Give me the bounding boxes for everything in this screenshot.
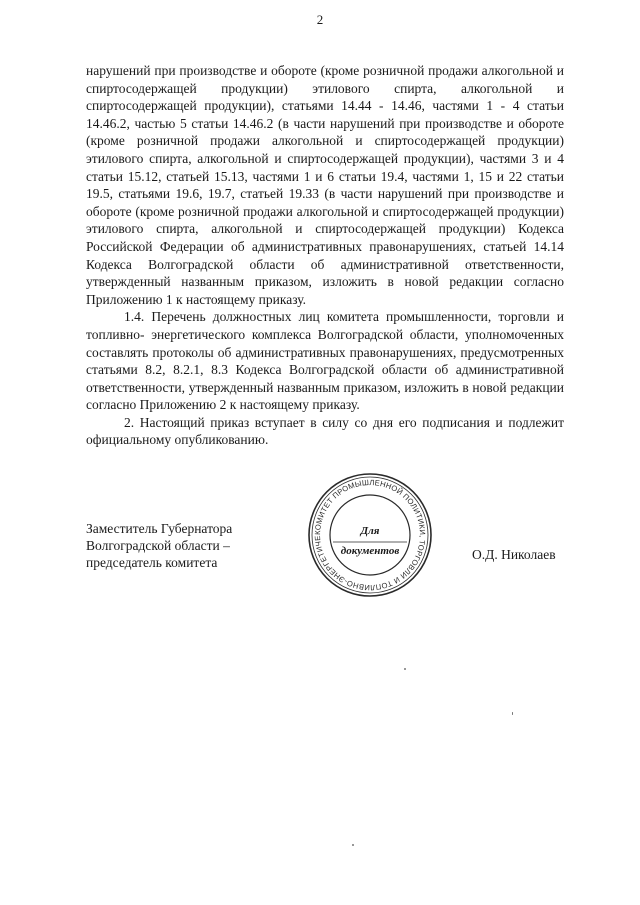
body-paragraph-2: 2. Настоящий приказ вступает в силу со дня его подписания и подлежит официальному опубликованию. <box>86 414 564 448</box>
body-paragraph-1-4: 1.4. Перечень должностных лиц комитета промышленности, торговли и топливно- энергетического комплекса Волгоградской области, уполномоченных составлять протоколы об административных правонарушениях, предусмотренных статьями 8.2, 8.2.1, 8.3 Кодекса Волгоградской области об административной ответственности, утвержденный названным приказом, изложить в новой редакции согласно Приложению 2 к настоящему приказу. <box>86 309 564 413</box>
signatory-name: О.Д. Николаев <box>472 547 556 562</box>
stamp-ring-textpath: КОМИТЕТ ПРОМЫШЛЕННОЙ ПОЛИТИКИ, ТОРГОВЛИ И ТОПЛИВНО-ЭНЕРГЕТИЧЕ <box>312 477 428 593</box>
signatory-position-line: председатель комитета <box>86 555 218 570</box>
signatory-position <box>86 520 266 571</box>
official-stamp <box>305 470 435 600</box>
signatory-position-line: Волгоградской области – <box>86 538 230 553</box>
scan-speck <box>404 668 406 670</box>
document-body <box>86 62 564 449</box>
body-paragraph-continuation: нарушений при производстве и обороте (кроме розничной продажи алкогольной и спиртосодержащей продукции) этилового спирта, алкогольной и спиртосодержащей продукции), статьями 14.44 - 14.46, частями 1 - 4 статьи 14.46.2, частью 5 статьи 14.46.2 (в части нарушений при производстве и обороте (кроме розничной продажи алкогольной и спиртосодержащей продукции) этилового спирта, алкогольной и спиртосодержащей продукции), частями 3 и 4 статьи 15.12, статьей 15.13, частями 1 и 6 статьи 19.4, частями 1, 15 и 22 статьи 19.5, статьями 19.6, 19.7, статьей 19.33 (в части нарушений при производстве и обороте (кроме розничной продажи алкогольной и спиртосодержащей продукции) этилового спирта, алкогольной и спиртосодержащей продукции) Кодекса Российской Федерации об административных правонарушениях, статьей 14.14 Кодекса Волгоградской области об административной ответственности, утвержденный названным приказом, изложить в новой редакции согласно Приложению 1 к настоящему приказу. <box>86 63 564 307</box>
scan-speck <box>512 712 513 715</box>
stamp-center-line1: Для <box>360 525 380 537</box>
signatory-position-line: Заместитель Губернатора <box>86 521 233 536</box>
page-number: 2 <box>316 12 324 27</box>
scan-speck <box>352 844 354 846</box>
stamp-seal-graphic <box>305 470 435 600</box>
stamp-center-line2: документов <box>340 545 400 557</box>
